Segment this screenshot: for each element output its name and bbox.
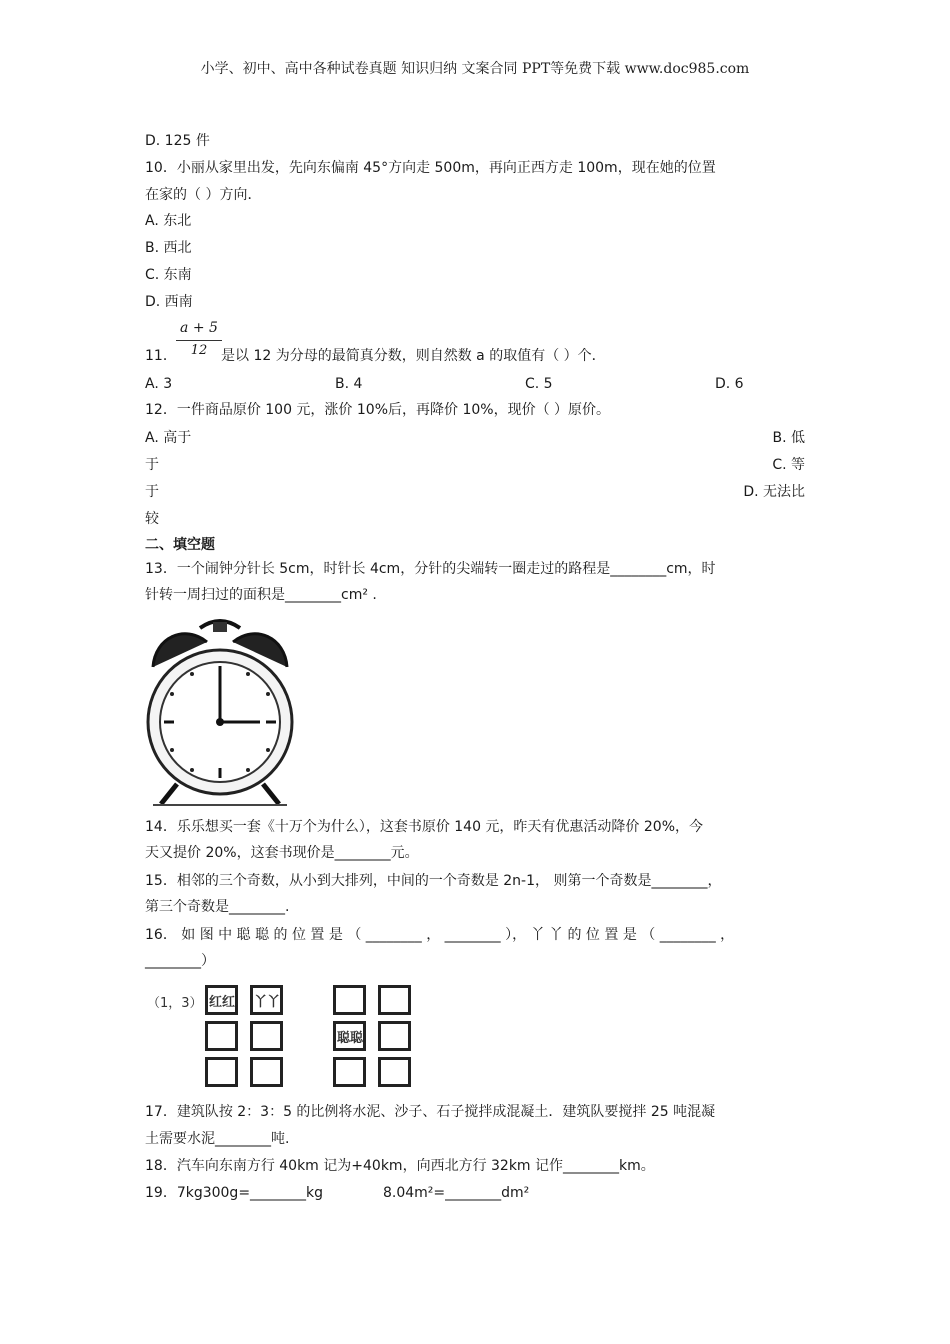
grid-cell <box>333 985 366 1015</box>
grid-name-honghong: 红红 <box>209 995 236 1010</box>
q10-text-line2: 在家的（ ）方向． <box>145 187 262 203</box>
section-fill-in-blank-title: 二、填空题 <box>145 537 215 553</box>
q12-option-b-part2: 于 <box>145 457 159 473</box>
q10-option-a: A. 东北 <box>145 213 192 229</box>
q18-text: 18．汽车向东南方行 40km 记为+40km，向西北方行 32km 记作________km。 <box>145 1158 655 1174</box>
q11-option-b: B. 4 <box>335 376 363 392</box>
q9-option-d: D. 125 件 <box>145 133 210 149</box>
q12-option-b-part1: B. 低 <box>772 430 805 446</box>
q16-text-line2: ________） <box>145 953 215 969</box>
q11-fraction-numerator: a + 5 <box>180 320 218 336</box>
clock-center-pin <box>216 718 224 726</box>
grid-name-yaya: 丫丫 <box>254 995 281 1010</box>
q11-text: 是以 12 为分母的最简真分数，则自然数 a 的取值有（ ）个． <box>221 348 606 364</box>
q12-option-c-part2: 于 <box>145 484 159 500</box>
alarm-clock-figure <box>145 612 295 810</box>
q12-option-a: A. 高于 <box>145 430 192 446</box>
q15-text-line1: 15．相邻的三个奇数，从小到大排列，中间的一个奇数是 2n-1， 则第一个奇数是________， <box>145 873 722 889</box>
q17-text-line1: 17．建筑队按 2：3：5 的比例将水泥、沙子、石子搅拌成混凝土．建筑队要搅拌 25 吨混凝 <box>145 1104 716 1120</box>
grid-cell <box>378 1021 411 1051</box>
q19-part2: 8.04m²=________dm² <box>383 1185 530 1201</box>
q10-text-line1: 10．小丽从家里出发，先向东偏南 45°方向走 500m，再向正西方走 100m，现在她的位置 <box>145 160 716 176</box>
clock-leg-left <box>161 784 177 804</box>
q10-option-c: C. 东南 <box>145 267 192 283</box>
seat-grid-figure <box>145 982 425 1092</box>
fraction-bar <box>176 340 222 341</box>
grid-coordinate-label: （1，3） <box>147 996 203 1011</box>
grid-cell <box>378 1057 411 1087</box>
q13-text-line1: 13．一个闹钟分针长 5cm，时针长 4cm，分针的尖端转一圈走过的路程是________cm，时 <box>145 561 716 577</box>
q11-option-d: D. 6 <box>715 376 744 392</box>
q11-fraction <box>176 318 222 359</box>
q14-text-line2: 天又提价 20%，这套书现价是________元。 <box>145 845 419 861</box>
q12-text: 12．一件商品原价 100 元，涨价 10%后，再降价 10%，现价（ ）原价。 <box>145 402 611 418</box>
grid-cell <box>205 1021 238 1051</box>
grid-name-congcong: 聪聪 <box>337 1031 364 1046</box>
grid-cell <box>205 1057 238 1087</box>
q13-text-line2: 针转一周扫过的面积是________cm² . <box>145 587 377 603</box>
clock-handle-knob <box>213 622 227 632</box>
q14-text-line1: 14．乐乐想买一套《十万个为什么），这套书原价 140 元，昨天有优惠活动降价 20%，今 <box>145 819 704 835</box>
q19-part1: 19．7kg300g=________kg <box>145 1185 324 1201</box>
q12-option-d-part1: D. 无法比 <box>743 484 805 500</box>
q10-option-d: D. 西南 <box>145 294 193 310</box>
grid-cell <box>250 1021 283 1051</box>
page-header: 小学、初中、高中各种试卷真题 知识归纳 文案合同 PPT等免费下载 www.doc985.com <box>200 61 750 77</box>
q11-prefix: 11． <box>145 348 177 364</box>
q11-fraction-denominator: 12 <box>190 343 208 358</box>
q12-option-d-part2: 较 <box>145 511 159 527</box>
grid-cell <box>250 1057 283 1087</box>
q15-text-line2: 第三个奇数是________. <box>145 899 290 915</box>
grid-cell <box>378 985 411 1015</box>
q12-option-c-part1: C. 等 <box>772 457 805 473</box>
q11-option-a: A. 3 <box>145 376 173 392</box>
q10-option-b: B. 西北 <box>145 240 192 256</box>
q16-text-line1: 16． 如 图 中 聪 聪 的 位 置 是 （ ________ ， ________ ）， 丫 丫 的 位 置 是 （ ________ ， <box>145 927 735 943</box>
q17-text-line2: 土需要水泥________吨. <box>145 1131 290 1147</box>
grid-cell <box>333 1057 366 1087</box>
q11-option-c: C. 5 <box>525 376 553 392</box>
clock-leg-right <box>263 784 279 804</box>
